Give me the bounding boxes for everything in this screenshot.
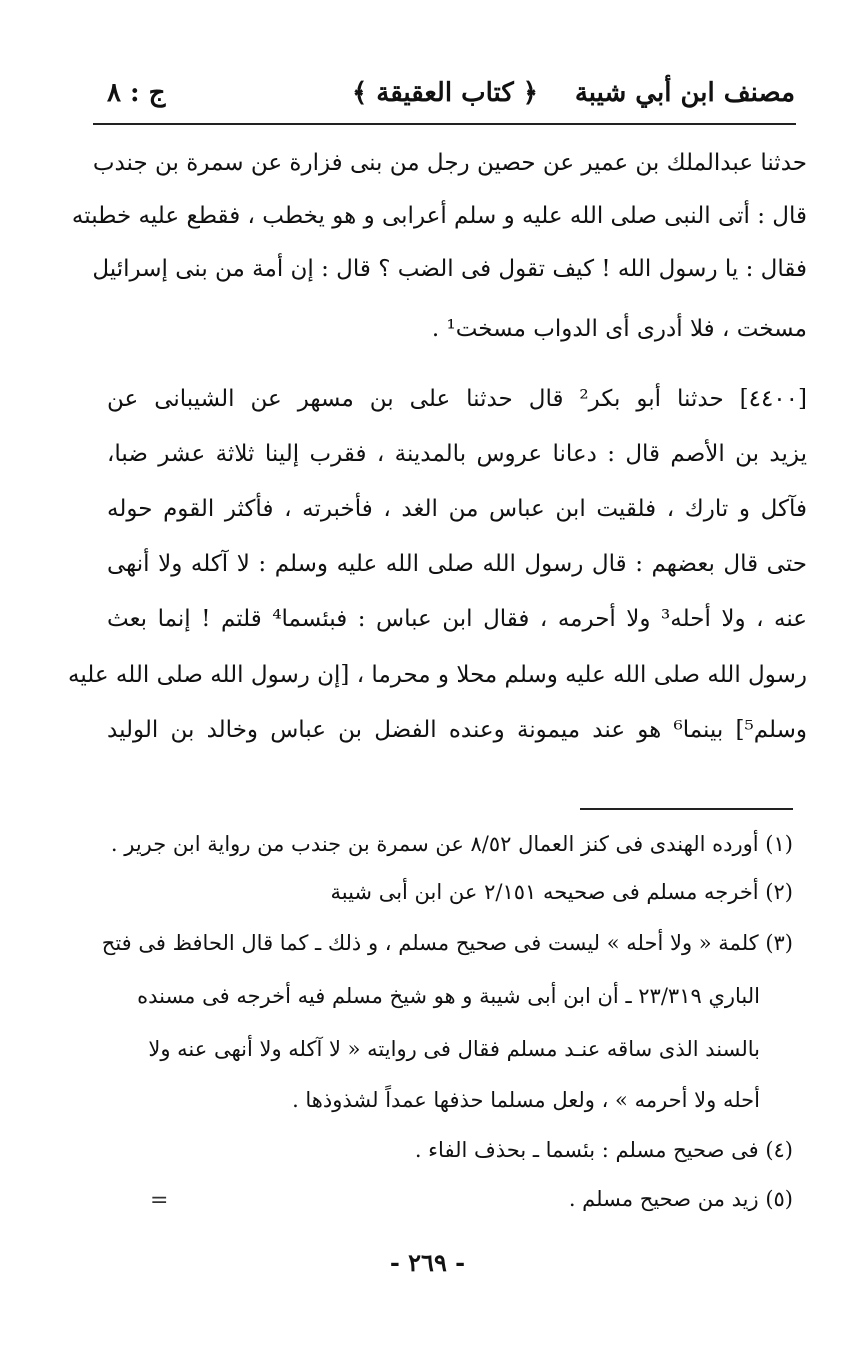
text-line: عنه ، ولا أحله³ ولا أحرمه ، فقال ابن عباس : فبئسما⁴ قلتم ! إنما بعث xyxy=(107,606,807,632)
footnote-line: (٣) كلمة « ولا أحله » ليست فى صحيح مسلم ، و ذلك ـ كما قال الحافظ فى فتح xyxy=(101,931,793,955)
text-line: يزيد بن الأصم قال : دعانا عروس بالمدينة ، فقرب إلينا ثلاثة عشر ضبا، xyxy=(107,441,807,467)
text-line: قال : أتى النبى صلى الله عليه و سلم أعرابى و هو يخطب ، فقطع عليه خطبته xyxy=(71,203,807,229)
footnote-line: (٢) أخرجه مسلم فى صحيحه ٢/١٥١ عن ابن أبى شيبة xyxy=(330,880,793,904)
footnote-line: بالسند الذى ساقه عنـد مسلم فقال فى روايته « لا آكله ولا أنهى عنه ولا xyxy=(148,1037,760,1061)
running-header xyxy=(95,74,795,120)
text-line: وسلم⁵] بينما⁶ هو عند ميمونة وعنده الفضل بن عباس وخالد بن الوليد xyxy=(107,717,807,743)
text-line: [٤٤٠٠] حدثنا أبو بكر² قال حدثنا على بن مسهر عن الشيبانى عن xyxy=(107,386,807,412)
footnote-line: (٥) زيد من صحيح مسلم . xyxy=(568,1187,793,1211)
book-title: مصنف ابن أبي شيبة xyxy=(574,78,795,108)
chapter-title: ﴿ كتاب العقيقة ﴾ xyxy=(351,78,539,108)
text-line: فقال : يا رسول الله ! كيف تقول فى الضب ؟ قال : إن أمة من بنى إسرائيل xyxy=(92,256,807,282)
footnote-line: (١) أورده الهندى فى كنز العمال ٨/٥٢ عن سمرة بن جندب من رواية ابن جرير . xyxy=(110,832,793,856)
footnote-line: (٤) فى صحيح مسلم : بئسما ـ بحذف الفاء . xyxy=(414,1138,793,1162)
text-line: فآكل و تارك ، فلقيت ابن عباس من الغد ، فأخبرته ، فأكثر القوم حوله xyxy=(107,496,807,522)
header-rule xyxy=(93,123,796,125)
footnote-line: الباري ٢٣/٣١٩ ـ أن ابن أبى شيبة و هو شيخ مسلم فيه أخرجه فى مسنده xyxy=(137,984,760,1008)
volume-number: ج : ٨ xyxy=(107,78,166,108)
text-line: رسول الله صلى الله عليه وسلم محلا و محرما ، [إن رسول الله صلى الله عليه xyxy=(68,662,807,688)
text-line: مسخت ، فلا أدرى أى الدواب مسخت¹ . xyxy=(431,316,807,342)
page-number: - ٢٦٩ - xyxy=(389,1248,466,1277)
margin-mark: = xyxy=(150,1188,169,1213)
text-line: حدثنا عبدالملك بن عمير عن حصين رجل من بنى فزارة عن سمرة بن جندب xyxy=(92,150,807,176)
footnote-line: أحله ولا أحرمه » ، ولعل مسلما حذفها عمداً لشذوذها . xyxy=(292,1088,760,1112)
footnote-separator xyxy=(580,808,793,810)
text-line: حتى قال بعضهم : قال رسول الله صلى الله عليه وسلم : لا آكله ولا أنهى xyxy=(107,551,807,577)
